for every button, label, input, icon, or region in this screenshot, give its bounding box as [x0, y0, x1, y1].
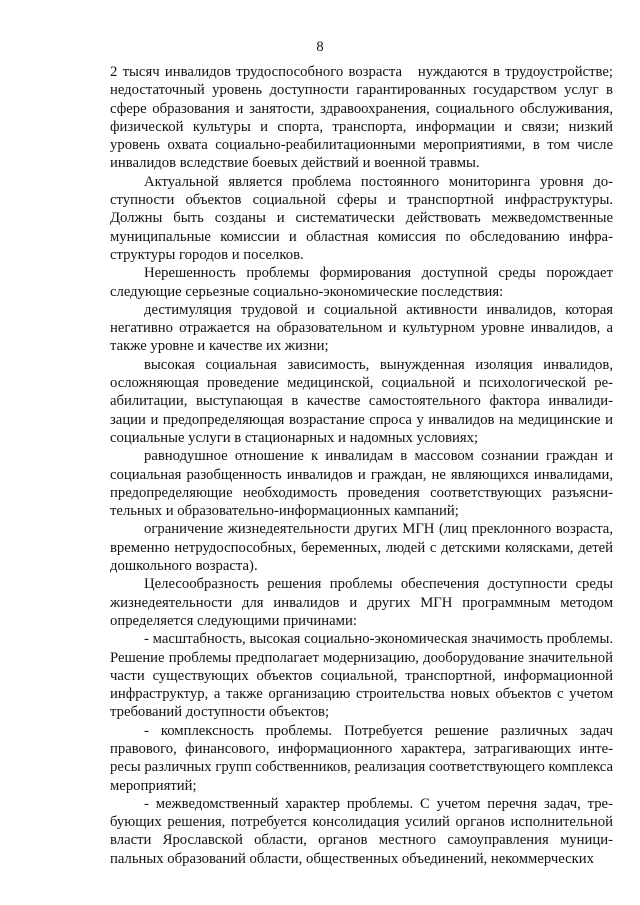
page-number: 8: [316, 39, 324, 55]
paragraph-4: дестимуляция трудовой и социальной активности инвалидов, которая негативно отражается на образовательном и культурном уровне инвалидов, а также уровне и качестве их жизни;: [110, 301, 613, 355]
paragraph-5: высокая социальная зависимость, вынужденная изоляция инвалидов, осложняющая проведение медицинской, социальной и психологической реабилитации, выступающая в качестве самостоятельного фактора инвалидизации и предопределяющая возрастание спроса у инвалидов на медицинские и социальные услуги в стационарных и надомных условиях;: [110, 356, 613, 446]
paragraph-1: 2 тысяч инвалидов трудоспособного возраста нуждаются в трудоустройстве; недостаточный уровень доступности гарантированных государством услуг в сфере образования и занятости, здравоохранения, социального обслуживания, физической культуры и спорта, транспорта, информации и связи; низкий уровень охвата социально-реабилитационными мероприятиями, в том числе инвалидов вследствие боевых действий и военной травмы.: [110, 64, 613, 172]
paragraph-7: ограничение жизнедеятельности других МГН (лиц преклонного возраста, временно нетрудоспособных, беременных, людей с детскими колясками, детей дошкольного возраста).: [110, 521, 613, 575]
paragraph-3: Нерешенность проблемы формирования доступной среды порождает следующие серьезные социально-экономические последствия:: [110, 265, 613, 300]
paragraph-6: равнодушное отношение к инвалидам в массовом сознании граждан и социальная разобщенность инвалидов и граждан, не являющихся инвалидами, предопределяющие необходимость проведения соответствующих разъяснительных и образовательно-информационных кампаний;: [110, 448, 613, 520]
paragraph-10: - комплексность проблемы. Потребуется решение различных задач правового, финансового, информационного характера, затрагивающих интересы различных групп собственников, реализация соответствующего комплекса мероприятий;: [110, 722, 613, 794]
paragraph-8: Целесообразность решения проблемы обеспечения доступности среды жизнедеятельности для инвалидов и других МГН программным методом определяется следующими причинами:: [110, 576, 613, 629]
paragraph-2: Актуальной является проблема постоянного мониторинга уровня доступности объектов социальной сферы и транспортной инфраструктуры. Должны быть созданы и систематически действовать межведомственные муниципальные комиссии и областная комиссия по обследованию инфраструктуры городов и поселков.: [110, 173, 613, 263]
document-body: [110, 63, 613, 868]
paragraph-9: - масштабность, высокая социально-экономическая значимость проблемы. Решение проблемы предполагает модернизацию, дооборудование значительной части существующих объектов социальной, транспортной, информационной инфраструктур, а также организацию строительства новых объектов с учетом требований доступности объектов;: [110, 631, 613, 721]
paragraph-11: - межведомственный характер проблемы. С учетом перечня задач, требующих решения, потребуется консолидация усилий органов исполнительной власти Ярославской области, органов местного самоуправления муниципальных образований области, общественных объединений, некоммерческих: [110, 795, 613, 867]
